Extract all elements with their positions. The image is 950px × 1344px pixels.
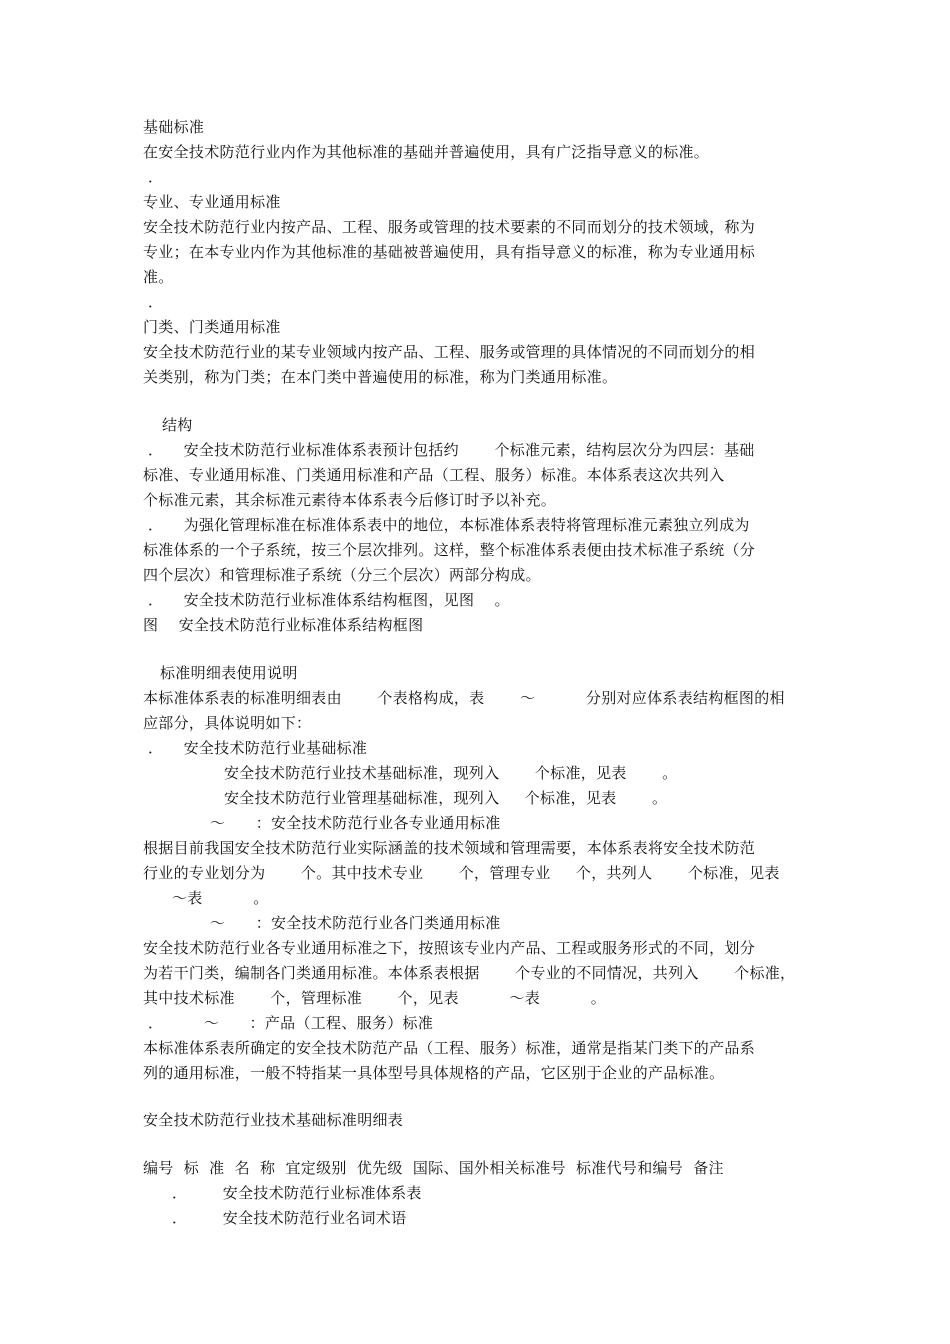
figure-caption: 图 安全技术防范行业标准体系结构框图 bbox=[143, 616, 424, 634]
paragraph-line: 安全技术防范行业技术基础标准，现列入 个标准，见表 。 bbox=[224, 764, 678, 782]
paragraph-line: ． 安全技术防范行业基础标准 bbox=[148, 739, 368, 757]
paragraph-line: 安全技术防范行业各专业通用标准之下，按照该专业内产品、工程或服务形式的不同，划分 bbox=[143, 939, 756, 957]
table-row: ． 安全技术防范行业标准体系表 bbox=[172, 1184, 422, 1202]
paragraph-line: 安全技术防范行业内按产品、工程、服务或管理的技术要素的不同而划分的技术领域，称为 bbox=[143, 218, 756, 236]
paragraph-line: 安全技术防范行业管理基础标准，现列入 个标准，见表 。 bbox=[224, 789, 668, 807]
bullet-dot: ． bbox=[148, 293, 164, 311]
paragraph-line: 关类别，称为门类；在本门类中普遍使用的标准，称为门类通用标准。 bbox=[143, 368, 618, 386]
table-row: ． 安全技术防范行业名词术语 bbox=[172, 1209, 407, 1227]
paragraph-line: ～ ：安全技术防范行业各专业通用标准 bbox=[210, 814, 501, 832]
paragraph-line: 四个层次）和管理标准子系统（分三个层次）两部分构成。 bbox=[143, 566, 541, 584]
paragraph-line: 准。 bbox=[143, 268, 174, 286]
paragraph-line: 个标准元素，其余标准元素待本体系表今后修订时予以补充。 bbox=[143, 491, 557, 509]
table-header-row: 编号 标 准 名 称 宜定级别 优先级 国际、国外相关标准号 标准代号和编号 备注 bbox=[143, 1159, 724, 1177]
paragraph-line: ． 安全技术防范行业标准体系结构框图，见图 。 bbox=[148, 591, 510, 609]
paragraph-line: ． 为强化管理标准在标准体系表中的地位，本标准体系表特将管理标准元素独立列成为 bbox=[148, 516, 750, 534]
paragraph-line: 其中技术标准 个，管理标准 个，见表 ～表 。 bbox=[143, 989, 607, 1007]
paragraph-line: ． ～ ：产品（工程、服务）标准 bbox=[148, 1014, 434, 1032]
paragraph-line: 本标准体系表所确定的安全技术防范产品（工程、服务）标准，通常是指某门类下的产品系 bbox=[143, 1039, 756, 1057]
section-heading-professional: 专业、专业通用标准 bbox=[143, 193, 281, 211]
paragraph-line: 根据目前我国安全技术防范行业实际涵盖的技术领域和管理需要，本体系表将安全技术防范 bbox=[143, 839, 756, 857]
paragraph-line: 专业；在本专业内作为其他标准的基础被普遍使用，具有指导意义的标准，称为专业通用标 bbox=[143, 243, 756, 261]
paragraph-line: 列的通用标准，一般不特指某一具体型号具体规格的产品，它区别于企业的产品标准。 bbox=[143, 1064, 725, 1082]
paragraph-line: 在安全技术防范行业内作为其他标准的基础并普遍使用，具有广泛指导意义的标准。 bbox=[143, 143, 710, 161]
paragraph-line: ～表 。 bbox=[172, 889, 269, 907]
paragraph-line: 为若干门类，编制各门类通用标准。本体系表根据 个专业的不同情况，共列入 个标准， bbox=[143, 964, 796, 982]
section-heading-basic: 基础标准 bbox=[143, 118, 205, 136]
section-heading-detail: 标准明细表使用说明 bbox=[160, 664, 298, 682]
section-heading-category: 门类、门类通用标准 bbox=[143, 318, 281, 336]
table-title: 安全技术防范行业技术基础标准明细表 bbox=[143, 1111, 404, 1129]
paragraph-line: 行业的专业划分为 个。其中技术专业 个，管理专业 个，共列人 个标准，见表 bbox=[143, 864, 780, 882]
section-heading-structure: 结构 bbox=[162, 416, 193, 434]
paragraph-line: 应部分，具体说明如下： bbox=[143, 714, 312, 732]
paragraph-line: 安全技术防范行业的某专业领域内按产品、工程、服务或管理的具体情况的不同而划分的相 bbox=[143, 343, 756, 361]
paragraph-line: 本标准体系表的标准明细表由 个表格构成，表 ～ 分别对应体系表结构框图的相 bbox=[143, 689, 785, 707]
paragraph-line: 标准体系的一个子系统，按三个层次排列。这样，整个标准体系表便由技术标准子系统（分 bbox=[143, 541, 756, 559]
paragraph-line: 标准、专业通用标准、门类通用标准和产品（工程、服务）标准。本体系表这次共列入 bbox=[143, 466, 725, 484]
paragraph-line: ． 安全技术防范行业标准体系表预计包括约 个标准元素，结构层次分为四层：基础 bbox=[148, 441, 755, 459]
bullet-dot: ． bbox=[148, 168, 164, 186]
paragraph-line: ～ ：安全技术防范行业各门类通用标准 bbox=[210, 914, 501, 932]
